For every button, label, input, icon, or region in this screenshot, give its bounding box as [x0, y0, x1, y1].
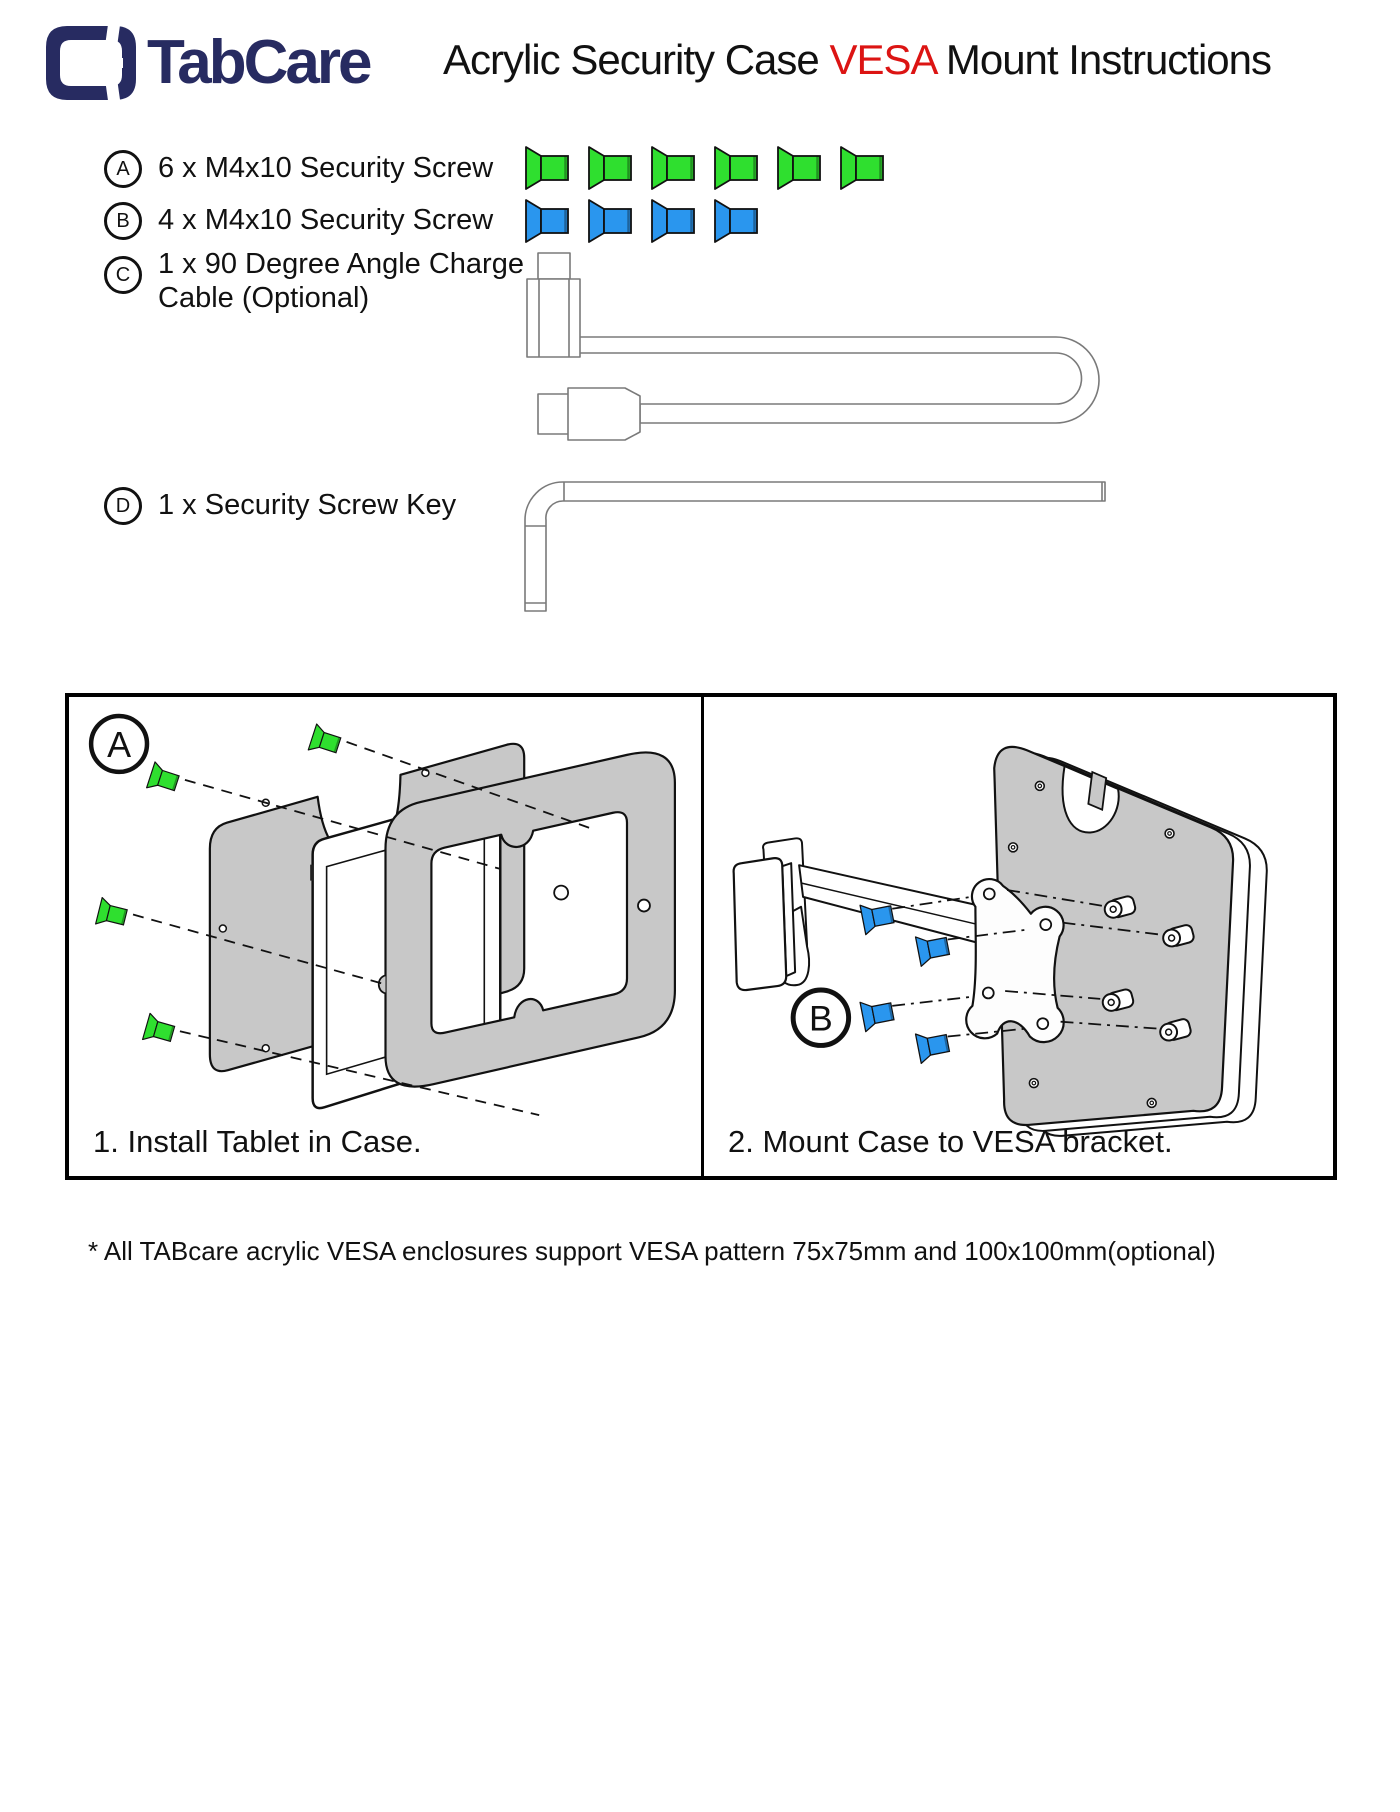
step-2-diagram: [704, 697, 1333, 1176]
part-label-c-line1: 1 x 90 Degree Angle Charge: [158, 248, 524, 280]
part-label-b: 4 x M4x10 Security Screw: [158, 204, 494, 236]
step-2-badge-letter: B: [808, 998, 833, 1039]
vesa-pattern-footnote: * All TABcare acrylic VESA enclosures support VESA pattern 75x75mm and 100x100mm(optional): [88, 1236, 1216, 1266]
step-1-badge-letter: A: [107, 723, 132, 765]
frame-camera-hole: [554, 886, 568, 900]
case-front-frame: [385, 752, 674, 1086]
part-badge-c: C: [104, 256, 142, 294]
vesa-arm-wall-bracket: [734, 838, 809, 990]
title-pre: Acrylic Security Case: [443, 36, 830, 83]
instruction-panels: [65, 693, 1337, 1180]
step-1-panel: [69, 697, 704, 1176]
tabcare-logo-icon: [45, 25, 137, 101]
part-label-d: 1 x Security Screw Key: [158, 489, 457, 521]
part-a-screws: [524, 146, 902, 190]
frame-side-hole: [638, 900, 650, 912]
camera-tab: [1088, 772, 1106, 810]
screw-icon: [650, 146, 697, 190]
step-1-caption: 1. Install Tablet in Case.: [93, 1124, 422, 1159]
part-badge-d: D: [104, 487, 142, 525]
screw-icon: [713, 199, 760, 243]
part-label-c: [158, 247, 524, 315]
charge-cable-drawing: [520, 243, 1110, 453]
screw-icon: [587, 199, 634, 243]
screw-icon: [524, 199, 571, 243]
title-post: Mount Instructions: [935, 36, 1272, 83]
tabcare-logo: [45, 25, 370, 101]
screw-icon: [650, 199, 697, 243]
page-title: [443, 36, 1271, 84]
screw-icon: [713, 146, 760, 190]
part-label-c-line2: Cable (Optional): [158, 282, 370, 314]
security-key-drawing: [518, 470, 1108, 620]
screw-icon: [587, 146, 634, 190]
tabcare-logo-text: TabCare: [147, 28, 370, 97]
step-2-panel: [704, 697, 1333, 1176]
step-2-caption: 2. Mount Case to VESA bracket.: [728, 1124, 1173, 1159]
screw-icon: [524, 146, 571, 190]
title-highlight: VESA: [829, 36, 936, 83]
screw-icon: [839, 146, 886, 190]
step-1-diagram: [69, 697, 701, 1176]
part-badge-b: B: [104, 202, 142, 240]
part-badge-a: A: [104, 150, 142, 188]
part-label-a: 6 x M4x10 Security Screw: [158, 152, 494, 184]
tablet-side-button: [310, 865, 313, 881]
screw-icon: [776, 146, 823, 190]
part-b-screws: [524, 199, 776, 243]
